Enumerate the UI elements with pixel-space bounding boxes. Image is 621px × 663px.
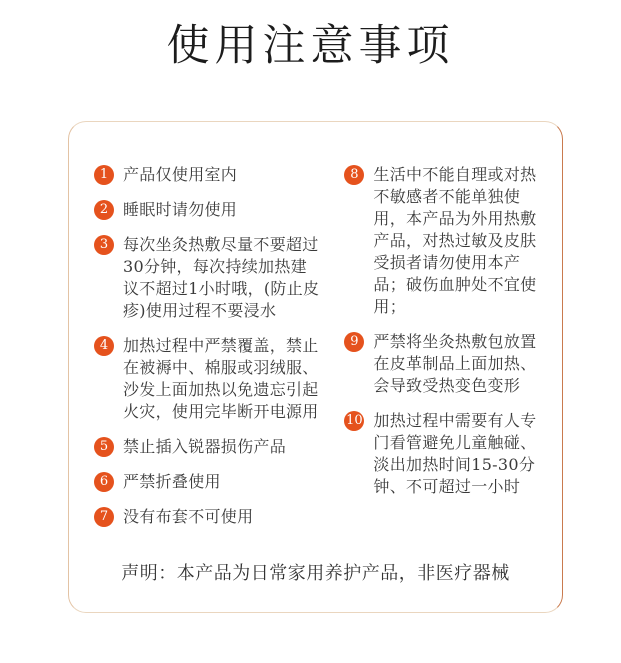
page-title: 使用注意事项 — [166, 21, 455, 71]
item-text: 禁止插入锐器损伤产品 — [123, 437, 287, 456]
item-text: 加热过程中严禁覆盖，禁止在被褥中、棉服或羽绒服、沙发上面加热以免遗忘引起火灾，使用完毕断开电源用 — [123, 336, 319, 421]
item-text: 没有布套不可使用 — [123, 507, 254, 526]
item-text: 加热过程中需要有人专门看管避免儿童触碰、淡出加热时间15-30分钟、不可超过一小时 — [373, 411, 537, 496]
notice-item — [94, 164, 319, 186]
item-number-badge: 2 — [94, 200, 114, 220]
item-text: 严禁折叠使用 — [123, 472, 221, 491]
item-number-badge: 7 — [94, 507, 114, 527]
notice-item — [344, 164, 550, 318]
item-number-badge: 10 — [344, 411, 364, 431]
item-text: 严禁将坐灸热敷包放置在皮革制品上面加热、会导致受热变色变形 — [373, 332, 537, 395]
item-number-badge: 8 — [344, 165, 364, 185]
item-number-badge: 1 — [94, 165, 114, 185]
notice-columns — [94, 164, 550, 541]
item-number-badge: 6 — [94, 472, 114, 492]
notice-item — [94, 436, 319, 458]
item-text: 每次坐灸热敷尽量不要超过30分钟，每次持续加热建议不超过1小时哦，(防止皮疹)使用过程不要浸水 — [123, 235, 320, 320]
item-text: 生活中不能自理或对热不敏感者不能单独使用，本产品为外用热敷产品，对热过敏及皮肤受损者请勿使用本产品；破伤血肿处不宜使用； — [373, 165, 537, 316]
item-text: 睡眠时请勿使用 — [123, 200, 238, 219]
notice-item — [94, 234, 319, 322]
notice-item — [94, 506, 319, 528]
notice-column-left — [94, 164, 319, 541]
notice-panel — [68, 121, 563, 613]
notice-column-right — [344, 164, 550, 541]
item-number-badge: 9 — [344, 332, 364, 352]
notice-item — [344, 410, 550, 498]
notice-item — [94, 471, 319, 493]
item-number-badge: 4 — [94, 336, 114, 356]
notice-item — [94, 335, 319, 423]
notice-item — [344, 331, 550, 397]
item-text: 产品仅使用室内 — [123, 165, 238, 184]
item-number-badge: 3 — [94, 235, 114, 255]
disclaimer-text: 声明：本产品为日常家用养护产品，非医疗器械 — [121, 563, 510, 584]
notice-item — [94, 199, 319, 221]
item-number-badge: 5 — [94, 437, 114, 457]
